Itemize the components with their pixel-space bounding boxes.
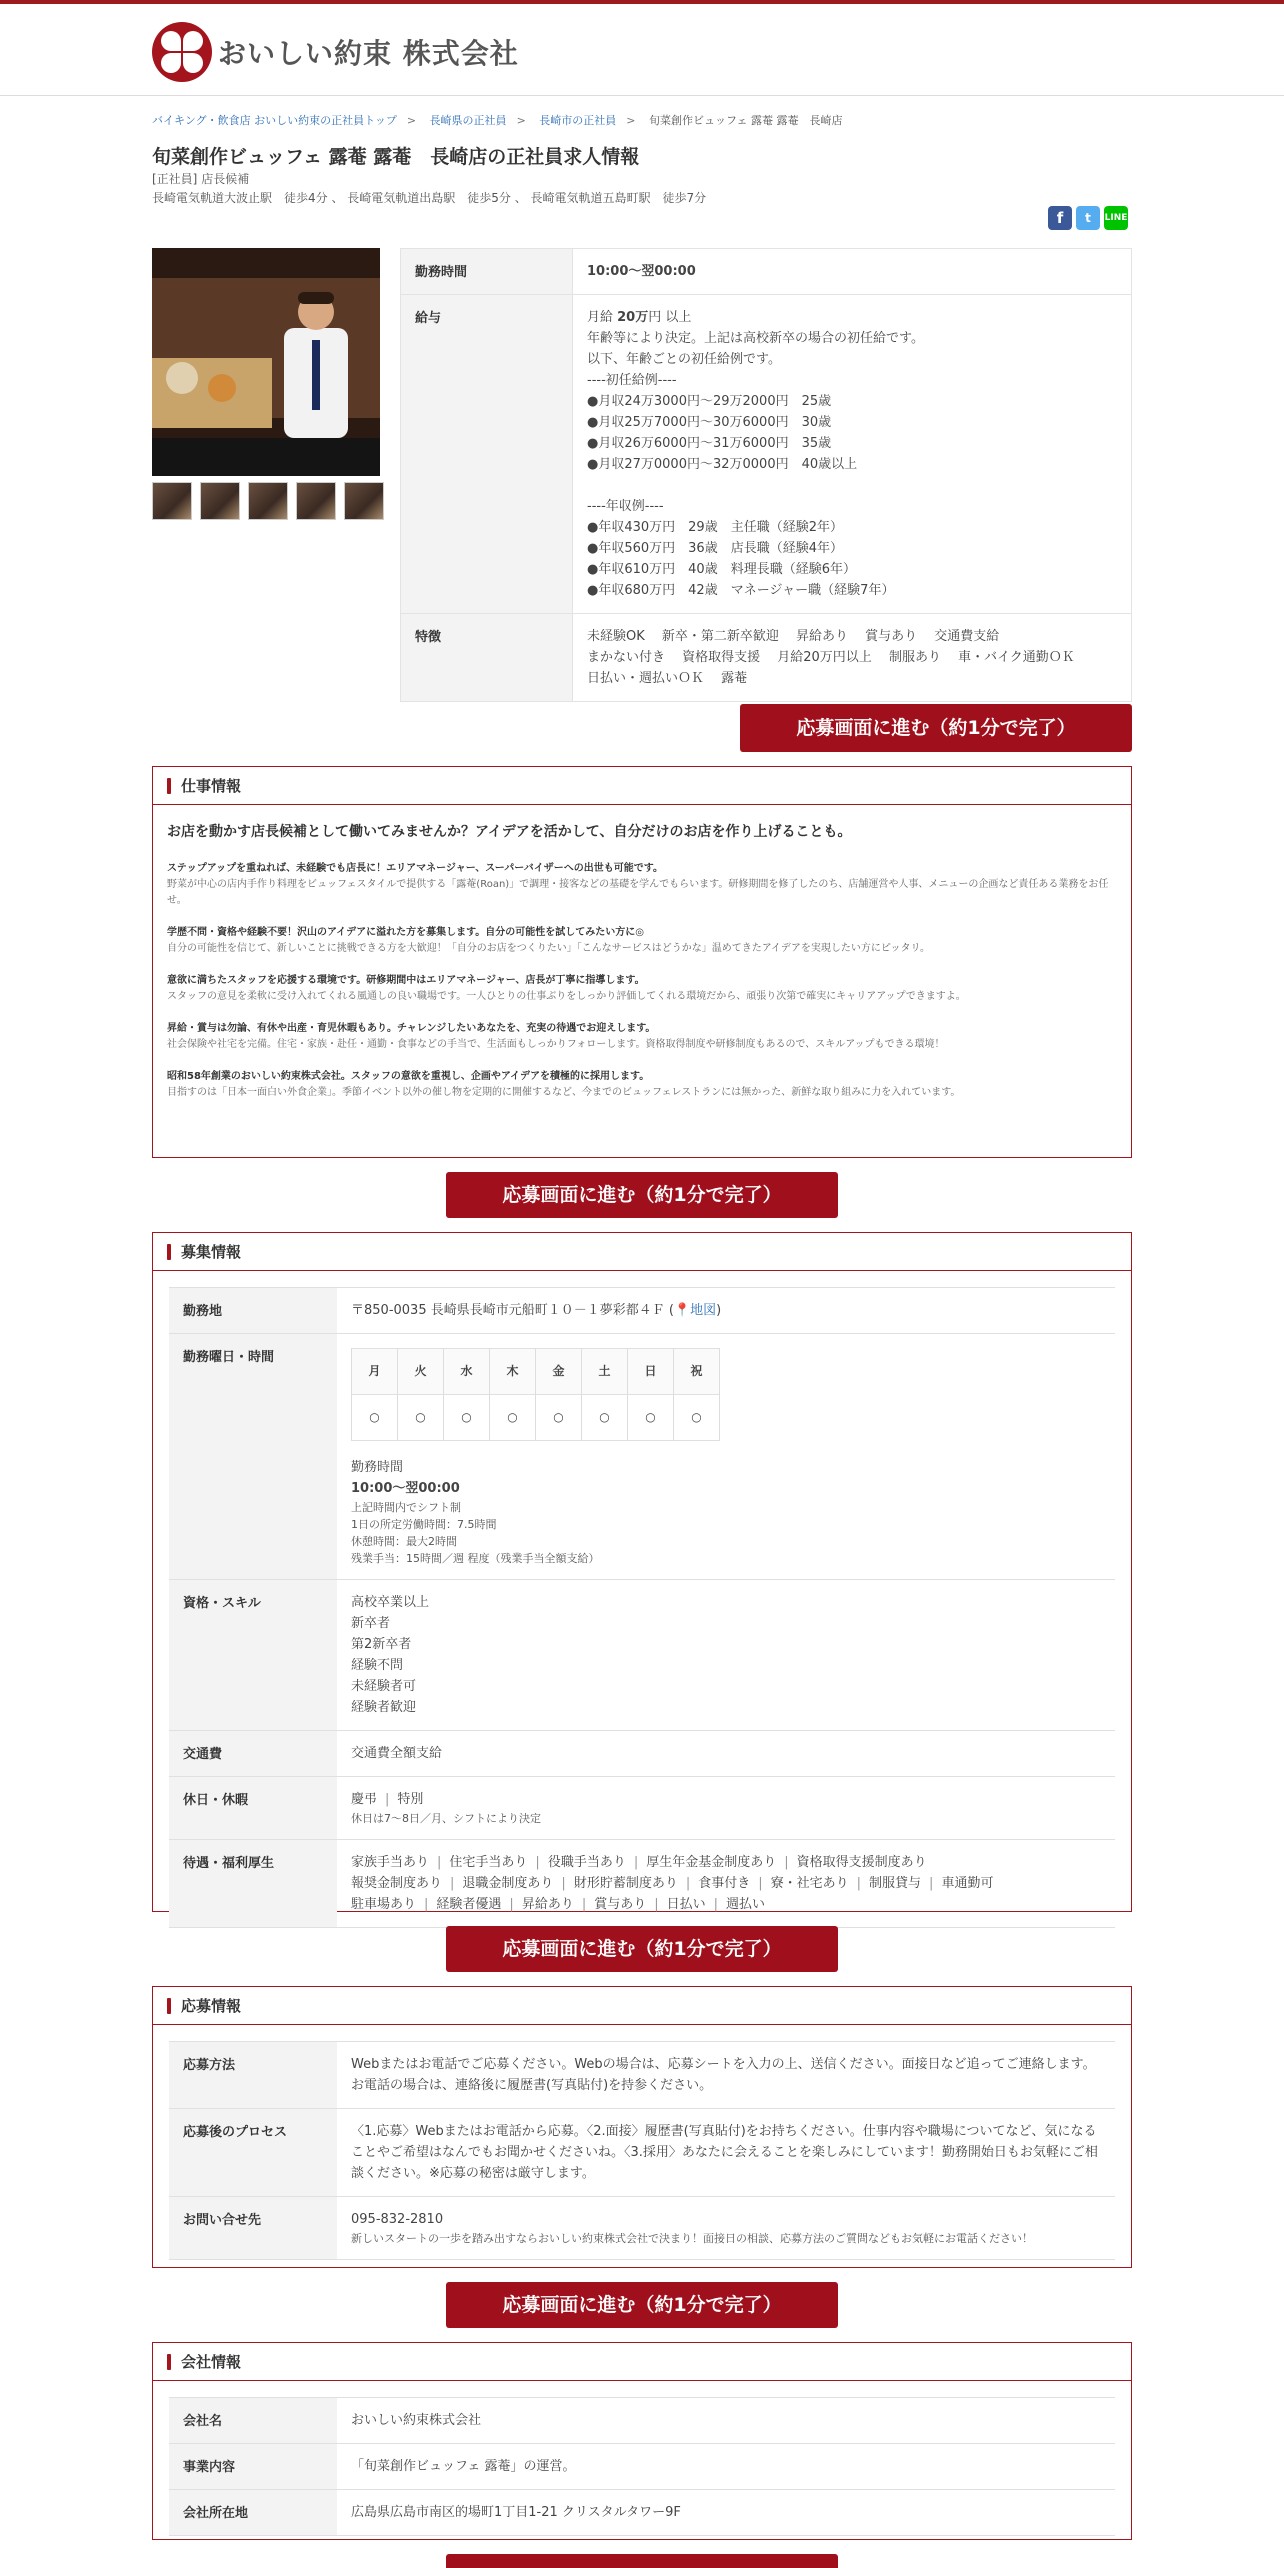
weekday-mark: ○ <box>674 1395 720 1441</box>
weekday-mark: ○ <box>582 1395 628 1441</box>
benefit-item: 経験者優遇 <box>436 1897 502 1912</box>
phone-number[interactable]: 095-832-2810 <box>351 2212 444 2227</box>
paragraph-body: スタッフの意見を柔軟に受け入れてくれる風通しの良い職場です。一人ひとりの仕事ぶりをしっかり評価してくれる環境だから、頑張り次第で確実にキャリアアップできますよ。 <box>167 991 966 1002</box>
map-link[interactable]: 地図 <box>690 1303 717 1318</box>
salary-line: ●月収25万7000円～30万6000円 30歳 <box>587 415 832 430</box>
contact-label: お問い合せ先 <box>169 2197 337 2260</box>
skills-label: 資格・スキル <box>169 1580 337 1731</box>
paragraph-title: 意欲に満ちたスタッフを応援する環境です。研修期間中はエリアマネージャー、店長が丁寧に指導します。 <box>167 975 645 986</box>
apply-button-partial[interactable] <box>446 2554 838 2568</box>
summary-table <box>400 248 1132 702</box>
hours-value: 10:00～翌00:00 <box>351 1481 460 1496</box>
process-label: 応募後のプロセス <box>169 2109 337 2197</box>
company-name: おいしい約束株式会社 <box>337 2398 1115 2444</box>
weekday-header: 土 <box>582 1349 628 1395</box>
weekday-mark: ○ <box>444 1395 490 1441</box>
salary-line: 以下、年齢ごとの初任給例です。 <box>587 352 781 367</box>
logo-text: おいしい約束 株式会社 <box>218 37 519 70</box>
line-icon[interactable]: LINE <box>1104 206 1128 230</box>
holiday-label: 休日・休暇 <box>169 1777 337 1840</box>
weekday-header: 金 <box>536 1349 582 1395</box>
thumbnail[interactable] <box>344 482 384 520</box>
business-value: 「旬菜創作ビュッフェ 露菴」の運営。 <box>337 2444 1115 2490</box>
salary-suffix: 円 以上 <box>648 310 692 325</box>
benefit-item: 昇給あり <box>521 1897 574 1912</box>
apply-button[interactable]: 応募画面に進む（約1分で完了） <box>446 1172 838 1218</box>
skill-item: 未経験者可 <box>351 1679 417 1694</box>
weekday-header: 水 <box>444 1349 490 1395</box>
holiday-value: 慶弔 | 特別 休日は7～8日／月、シフトにより決定 <box>337 1777 1115 1840</box>
facebook-icon[interactable]: f <box>1048 206 1072 230</box>
salary-line: ●年収610万円 40歳 料理長職（経験6年） <box>587 562 856 577</box>
benefit-item: 資格取得支援制度あり <box>796 1855 927 1870</box>
company-name-label: 会社名 <box>169 2398 337 2444</box>
job-role: 店長候補 <box>201 172 250 186</box>
paragraph-body: 野菜が中心の店内手作り料理をビュッフェスタイルで提供する「露菴(Roan)」で調理・接客などの基礎を学んでもらいます。研修期間を修了したのち、店舗運営や人事、メニューの企画など責任ある業務をお任せ。 <box>167 879 1109 906</box>
benefit-item: 財形貯蓄制度あり <box>573 1876 678 1891</box>
breadcrumb-link[interactable]: 長崎県の正社員 <box>429 114 507 127</box>
benefit-item: 寮・社宅あり <box>770 1876 849 1891</box>
location-address: 〒850-0035 長崎県長崎市元船町１０－１夢彩都４Ｆ <box>351 1303 665 1318</box>
features-line: 未経験OK 新卒・第二新卒歓迎 昇給あり 賞与あり 交通費支給 <box>587 629 1000 644</box>
location-label: 勤務地 <box>169 1288 337 1334</box>
work-paragraph <box>153 853 1131 917</box>
salary-prefix: 月給 <box>587 310 618 325</box>
paragraph-body: 自分の可能性を信じて、新しいことに挑戦できる方を大歓迎！「自分のお店をつくりたい」「こんなサービスはどうかな」温めてきたアイデアを実現したい方にピッタリ。 <box>167 943 930 954</box>
weekday-table <box>351 1348 720 1441</box>
breadcrumb-link[interactable]: 長崎市の正社員 <box>539 114 617 127</box>
work-paragraph <box>153 1013 1131 1061</box>
weekday-mark: ○ <box>490 1395 536 1441</box>
work-paragraph <box>153 917 1131 965</box>
section-heading: 会社情報 <box>153 2343 1131 2381</box>
method-label: 応募方法 <box>169 2042 337 2109</box>
breadcrumb-current: 旬菜創作ビュッフェ 露菴 露菴 長崎店 <box>649 114 843 127</box>
apply-table <box>169 2041 1115 2260</box>
hours-note: 休憩時間：最大2時間 <box>351 1535 457 1548</box>
twitter-icon[interactable]: t <box>1076 206 1100 230</box>
work-info-section <box>152 766 1132 1158</box>
salary-line: ●月収27万0000円～32万0000円 40歳以上 <box>587 457 858 472</box>
apply-button[interactable]: 応募画面に進む（約1分で完了） <box>446 1926 838 1972</box>
benefit-item: 賞与あり <box>594 1897 647 1912</box>
paragraph-title: 学歴不問・資格や経験不要！沢山のアイデアに溢れた方を募集します。自分の可能性を試してみたい方に◎ <box>167 927 645 938</box>
weekday-mark: ○ <box>536 1395 582 1441</box>
hours-value: 10:00～翌00:00 <box>573 249 1132 295</box>
hours-label: 勤務時間 <box>401 249 573 295</box>
skill-item: 経験不問 <box>351 1658 404 1673</box>
skill-item: 第2新卒者 <box>351 1637 412 1652</box>
salary-amount: 20万 <box>617 310 649 325</box>
salary-line: ----年収例---- <box>587 499 664 514</box>
weekday-mark: ○ <box>352 1395 398 1441</box>
salary-line: ●年収680万円 42歳 マネージャー職（経験7年） <box>587 583 895 598</box>
benefit-item: 日払い <box>666 1897 706 1912</box>
apply-button[interactable]: 応募画面に進む（約1分で完了） <box>740 704 1132 752</box>
hours-note: 残業手当：15時間／週 程度（残業手当全額支給） <box>351 1552 600 1565</box>
benefits-line: 家族手当あり | 住宅手当あり | 役職手当あり | 厚生年金基金制度あり | 資格取得支援制度あり <box>351 1855 927 1870</box>
salary-line: ●月収26万6000円～31万6000円 35歳 <box>587 436 832 451</box>
thumbnail[interactable] <box>152 482 192 520</box>
paragraph-title: 昇給・賞与は勿論、有休や出産・育児休暇もあり。チャレンジしたいあなたを、充実の待遇でお迎えします。 <box>167 1023 656 1034</box>
share-buttons <box>1048 206 1128 230</box>
logo-icon <box>152 22 212 82</box>
holiday-note: 休日は7～8日／月、シフトにより決定 <box>351 1812 541 1825</box>
hours-title: 勤務時間 <box>351 1460 404 1475</box>
map-pin-icon: 📍 <box>673 1303 691 1318</box>
section-heading: 応募情報 <box>153 1987 1131 2025</box>
features-line: 日払い・週払いＯＫ 露菴 <box>587 671 748 686</box>
salary-line: ●年収430万円 29歳 主任職（経験2年） <box>587 520 843 535</box>
employment-type: [正社員] <box>152 172 198 186</box>
features-value <box>573 614 1132 702</box>
benefits-value <box>337 1840 1115 1928</box>
apply-info-section <box>152 1986 1132 2268</box>
apply-button[interactable]: 応募画面に進む（約1分で完了） <box>446 2282 838 2328</box>
contact-value <box>337 2197 1115 2260</box>
benefit-item: 食事付き <box>698 1876 751 1891</box>
features-line: まかない付き 資格取得支援 月給20万円以上 制服あり 車・バイク通勤ＯＫ <box>587 650 1075 665</box>
weekday-header: 日 <box>628 1349 674 1395</box>
benefit-item: 報奨金制度あり <box>351 1876 443 1891</box>
main-photo[interactable] <box>152 248 380 476</box>
work-paragraph <box>153 1061 1131 1109</box>
weekday-header: 火 <box>398 1349 444 1395</box>
breadcrumb-link[interactable]: バイキング・飲食店 おいしい約束の正社員トップ <box>152 114 397 127</box>
photo-thumbnails <box>152 482 384 520</box>
schedule-label: 勤務曜日・時間 <box>169 1334 337 1580</box>
weekday-header: 祝 <box>674 1349 720 1395</box>
job-type <box>152 170 1132 187</box>
method-value: Webまたはお電話でご応募ください。Webの場合は、応募シートを入力の上、送信ください。面接日など追ってご連絡します。お電話の場合は、連絡後に履歴書(写真貼付)を持参ください。 <box>337 2042 1115 2109</box>
thumbnail[interactable] <box>296 482 336 520</box>
company-table <box>169 2397 1115 2536</box>
business-label: 事業内容 <box>169 2444 337 2490</box>
company-logo[interactable] <box>152 22 519 82</box>
benefit-item: 車通勤可 <box>941 1876 994 1891</box>
weekday-mark: ○ <box>628 1395 674 1441</box>
paragraph-title: 昭和58年創業のおいしい約束株式会社。スタッフの意欲を重視し、企画やアイデアを積極的に採用します。 <box>167 1071 650 1082</box>
benefit-item: 駐車場あり <box>351 1897 417 1912</box>
station-access: 長崎電気軌道大波止駅 徒歩4分 、 長崎電気軌道出島駅 徒歩5分 、 長崎電気軌道五島町駅 徒歩7分 <box>152 191 707 205</box>
skills-value <box>337 1580 1115 1731</box>
benefits-line: 駐車場あり | 経験者優遇 | 昇給あり | 賞与あり | 日払い | 週払い <box>351 1897 766 1912</box>
work-paragraph <box>153 965 1131 1013</box>
benefit-item: 家族手当あり <box>351 1855 430 1870</box>
salary-value <box>573 295 1132 614</box>
staff-photo-image <box>152 248 380 476</box>
site-header <box>0 4 1284 96</box>
section-heading: 募集情報 <box>153 1233 1131 1271</box>
paragraph-body: 目指すのは「日本一面白い外食企業」。季節イベント以外の催し物を定期的に開催するなど、今までのビュッフェレストランには無かった、新鮮な取り組みに力を入れています。 <box>167 1087 961 1098</box>
hours-note: 上記時間内でシフト制 <box>351 1501 461 1514</box>
contact-note: 新しいスタートの一歩を踏み出すならおいしい約束株式会社で決まり！面接日の相談、応募方法のご質問などもお気軽にお電話ください！ <box>351 2232 1033 2245</box>
features-label: 特徴 <box>401 614 573 702</box>
salary-line: ●月収24万3000円～29万2000円 25歳 <box>587 394 832 409</box>
benefit-item: 退職金制度あり <box>462 1876 554 1891</box>
skill-item: 新卒者 <box>351 1616 391 1631</box>
thumbnail[interactable] <box>248 482 288 520</box>
benefit-item: 制服貸与 <box>869 1876 922 1891</box>
hours-note: 1日の所定労働時間：7.5時間 <box>351 1518 497 1531</box>
salary-label: 給与 <box>401 295 573 614</box>
breadcrumb: バイキング・飲食店 おいしい約束の正社員トップ > 長崎県の正社員 > 長崎市の正社員 > 旬菜創作ビュッフェ 露菴 露菴 長崎店 <box>152 114 843 127</box>
section-heading: 仕事情報 <box>153 767 1131 805</box>
location-value: 〒850-0035 長崎県長崎市元船町１０－１夢彩都４Ｆ (📍地図) <box>337 1288 1115 1334</box>
benefit-item: 住宅手当あり <box>449 1855 528 1870</box>
work-lead: お店を動かす店長候補として働いてみませんか？アイデアを活かして、自分だけのお店を作り上げることも。 <box>167 824 852 840</box>
transport-value: 交通費全額支給 <box>337 1731 1115 1777</box>
page-title: 旬菜創作ビュッフェ 露菴 露菴 長崎店の正社員求人情報 <box>152 146 640 168</box>
recruit-info-section <box>152 1232 1132 1912</box>
benefits-label: 待遇・福利厚生 <box>169 1840 337 1928</box>
weekday-header: 木 <box>490 1349 536 1395</box>
paragraph-title: ステップアップを重ねれば、未経験でも店長に！エリアマネージャー、スーパーバイザーへの出世も可能です。 <box>167 863 663 874</box>
salary-line: 年齢等により決定。上記は高校新卒の場合の初任給です。 <box>587 331 924 346</box>
skill-item: 経験者歓迎 <box>351 1700 417 1715</box>
schedule-value <box>337 1334 1115 1580</box>
paragraph-body: 社会保険や社宅を完備。住宅・家族・赴任・通勤・食事などの手当で、生活面もしっかりフォローします。資格取得制度や研修制度もあるので、スキルアップもできる環境！ <box>167 1039 945 1050</box>
holiday-item: 慶弔 <box>351 1792 378 1807</box>
thumbnail[interactable] <box>200 482 240 520</box>
process-value: 〈1.応募〉Webまたはお電話から応募。〈2.面接〉履歴書(写真貼付)をお持ちください。仕事内容や職場についてなど、気になることやご希望はなんでもお聞かせくださいね。〈3.採用〉あなたに会えることを楽しみにしています！勤務開始日もお気軽にご相談ください。※応募の秘密は厳守します。 <box>337 2109 1115 2197</box>
benefits-line: 報奨金制度あり | 退職金制度あり | 財形貯蓄制度あり | 食事付き | 寮・社宅あり | 制服貸与 | 車通勤可 <box>351 1876 994 1891</box>
holiday-item: 特別 <box>397 1792 424 1807</box>
address-value: 広島県広島市南区的場町1丁目1-21 クリスタルタワー9F <box>337 2490 1115 2536</box>
salary-line: ●年収560万円 36歳 店長職（経験4年） <box>587 541 843 556</box>
salary-line: ----初任給例---- <box>587 373 677 388</box>
address-label: 会社所在地 <box>169 2490 337 2536</box>
benefit-item: 役職手当あり <box>547 1855 626 1870</box>
skill-item: 高校卒業以上 <box>351 1595 430 1610</box>
weekday-mark: ○ <box>398 1395 444 1441</box>
weekday-header: 月 <box>352 1349 398 1395</box>
recruit-table <box>169 1287 1115 1928</box>
transport-label: 交通費 <box>169 1731 337 1777</box>
salary-spacer <box>587 475 1117 496</box>
company-info-section <box>152 2342 1132 2540</box>
benefit-item: 厚生年金基金制度あり <box>646 1855 777 1870</box>
benefit-item: 週払い <box>726 1897 766 1912</box>
